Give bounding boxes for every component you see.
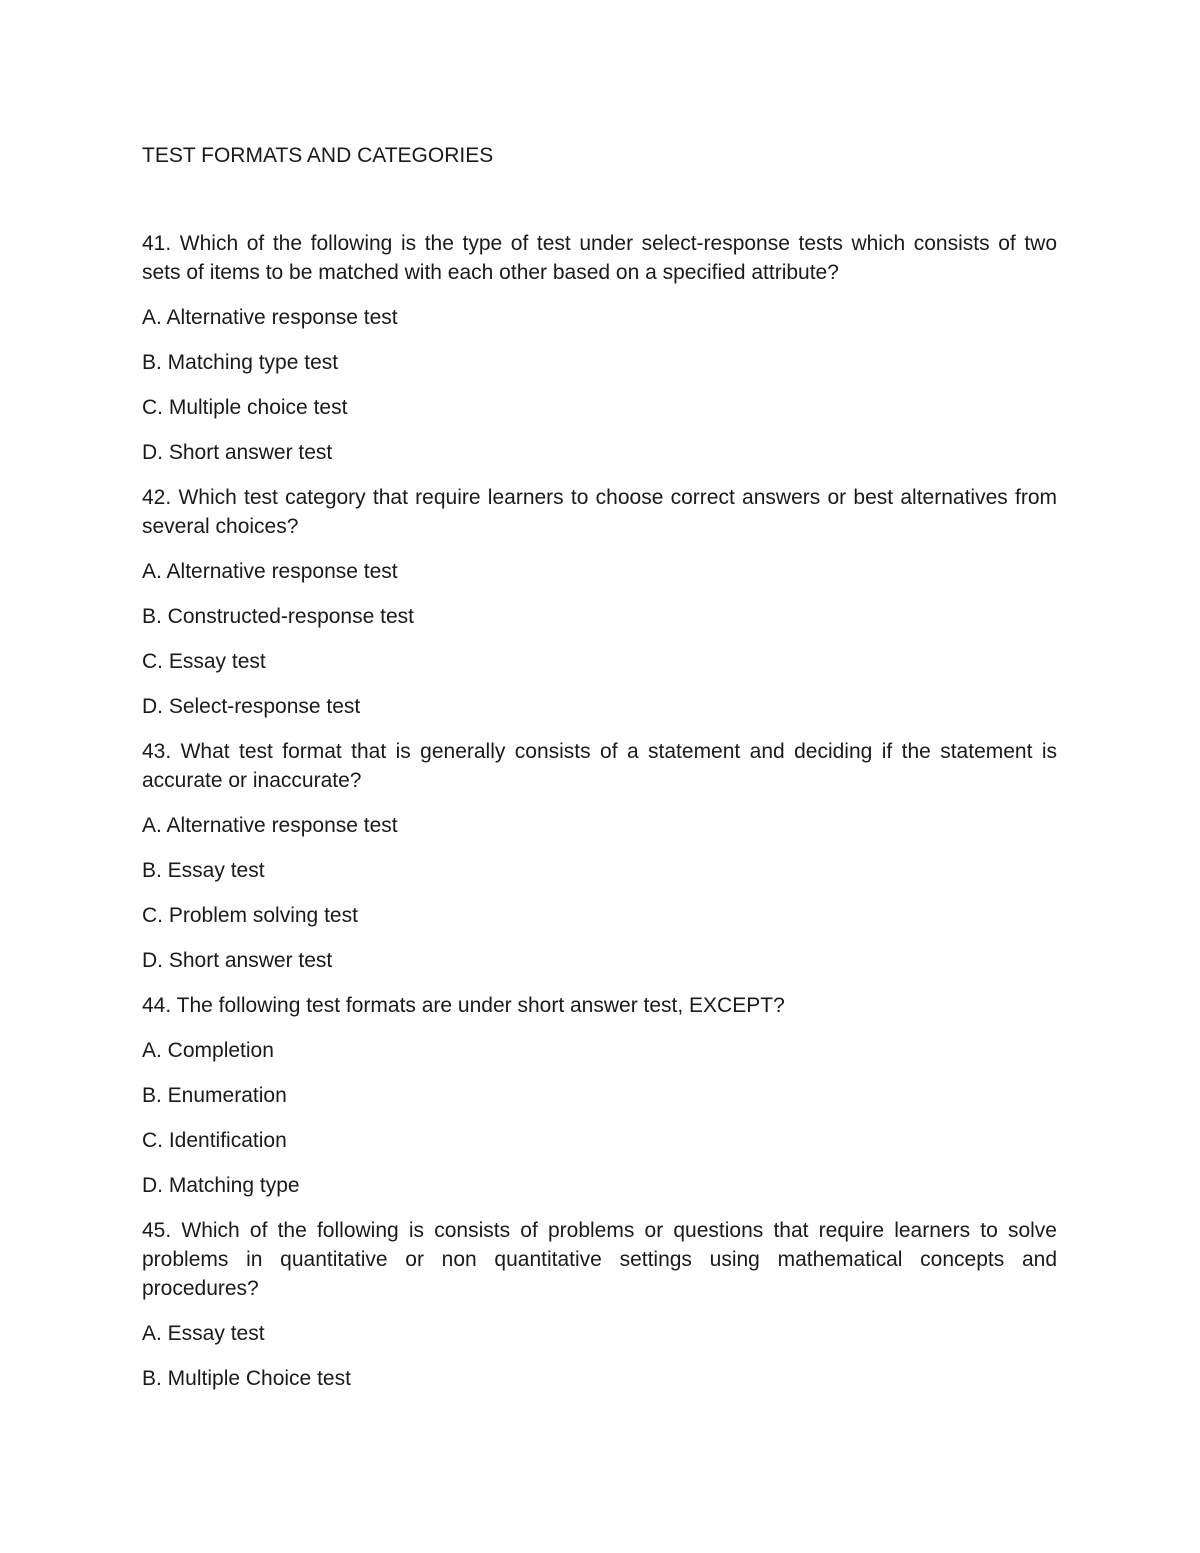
answer-option-a: A. Essay test bbox=[142, 1322, 265, 1345]
answer-option-d: D. Short answer test bbox=[142, 441, 333, 464]
answer-option-c: C. Essay test bbox=[142, 650, 266, 673]
question-text: 43. What test format that is generally consists of a statement and deciding if the statement is accurate or inaccurate? bbox=[142, 740, 1057, 792]
answer-option-c: C. Identification bbox=[142, 1129, 287, 1152]
question-45 bbox=[142, 1216, 1057, 1393]
answer-option-a: A. Alternative response test bbox=[142, 306, 398, 329]
question-44 bbox=[142, 991, 1057, 1200]
question-text: 41. Which of the following is the type of test under select-response tests which consists of two sets of items to be matched with each other based on a specified attribute? bbox=[142, 232, 1057, 284]
answer-option-b: B. Constructed-response test bbox=[142, 605, 414, 628]
answer-option-c: C. Problem solving test bbox=[142, 904, 358, 927]
question-text: 44. The following test formats are under short answer test, EXCEPT? bbox=[142, 994, 785, 1017]
answer-option-a: A. Alternative response test bbox=[142, 814, 398, 837]
answer-option-d: D. Select-response test bbox=[142, 695, 361, 718]
answer-option-b: B. Matching type test bbox=[142, 351, 339, 374]
question-text: 42. Which test category that require learners to choose correct answers or best alternatives from several choices? bbox=[142, 486, 1057, 538]
question-text: 45. Which of the following is consists of problems or questions that require learners to solve problems in quantitative or non quantitative settings using mathematical concepts and procedures? bbox=[142, 1219, 1057, 1300]
answer-option-a: A. Alternative response test bbox=[142, 560, 398, 583]
answer-option-b: B. Multiple Choice test bbox=[142, 1367, 351, 1390]
question-43 bbox=[142, 737, 1057, 975]
answer-option-b: B. Essay test bbox=[142, 859, 265, 882]
question-42 bbox=[142, 483, 1057, 721]
answer-option-c: C. Multiple choice test bbox=[142, 396, 348, 419]
document-content bbox=[142, 141, 1057, 1409]
answer-option-d: D. Matching type bbox=[142, 1174, 300, 1197]
question-41 bbox=[142, 229, 1057, 467]
answer-option-a: A. Completion bbox=[142, 1039, 274, 1062]
answer-option-b: B. Enumeration bbox=[142, 1084, 287, 1107]
document-title: TEST FORMATS AND CATEGORIES bbox=[142, 144, 494, 167]
answer-option-d: D. Short answer test bbox=[142, 949, 333, 972]
